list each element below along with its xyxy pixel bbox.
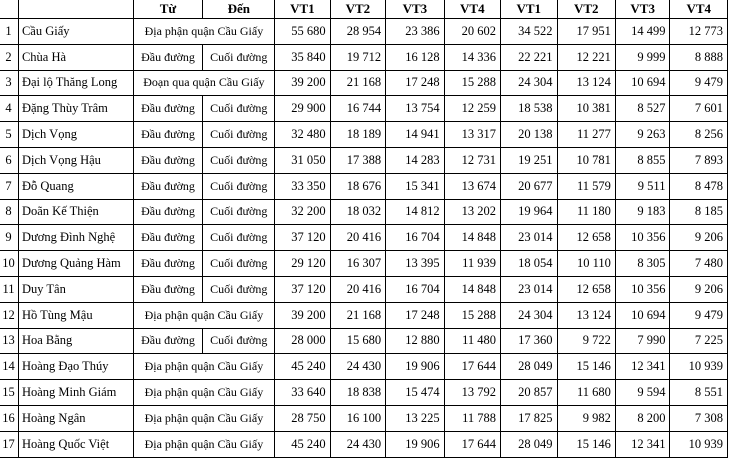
price-g2-vt3: 12 341 bbox=[615, 431, 670, 457]
price-g2-vt1: 23 014 bbox=[501, 225, 557, 251]
price-g2-vt4: 8 185 bbox=[670, 199, 728, 225]
from-point: Đầu đường bbox=[133, 44, 203, 70]
price-g2-vt4: 7 225 bbox=[670, 328, 728, 354]
price-g1-vt3: 19 906 bbox=[386, 431, 444, 457]
price-g2-vt4: 12 773 bbox=[670, 19, 728, 45]
row-number: 2 bbox=[0, 44, 18, 70]
table-row bbox=[0, 19, 728, 45]
price-g1-vt4: 12 259 bbox=[444, 96, 500, 122]
street-name: Dương Đình Nghệ bbox=[18, 225, 133, 251]
header-g2-vt3: VT3 bbox=[615, 0, 670, 19]
street-name: Doãn Kế Thiện bbox=[18, 199, 133, 225]
price-g2-vt1: 28 049 bbox=[501, 354, 557, 380]
price-g1-vt2: 18 189 bbox=[330, 122, 386, 148]
price-g1-vt2: 16 744 bbox=[330, 96, 386, 122]
street-name: Đặng Thùy Trâm bbox=[18, 96, 133, 122]
row-number: 5 bbox=[0, 122, 18, 148]
price-g1-vt2: 21 168 bbox=[330, 70, 386, 96]
price-g2-vt2: 11 680 bbox=[557, 380, 615, 406]
header-g1-vt1: VT1 bbox=[275, 0, 331, 19]
street-name: Đỗ Quang bbox=[18, 173, 133, 199]
price-g2-vt2: 11 579 bbox=[557, 173, 615, 199]
price-g2-vt4: 8 256 bbox=[670, 122, 728, 148]
price-g2-vt2: 11 180 bbox=[557, 199, 615, 225]
header-g2-vt2: VT2 bbox=[557, 0, 615, 19]
table-row bbox=[0, 122, 728, 148]
price-g2-vt1: 24 304 bbox=[501, 70, 557, 96]
price-g2-vt1: 19 251 bbox=[501, 147, 557, 173]
row-number: 13 bbox=[0, 328, 18, 354]
price-g2-vt2: 12 221 bbox=[557, 44, 615, 70]
header-g2-vt1: VT1 bbox=[501, 0, 557, 19]
from-point: Đầu đường bbox=[133, 276, 203, 302]
price-g2-vt1: 19 964 bbox=[501, 199, 557, 225]
header-stt bbox=[0, 0, 18, 19]
price-g2-vt4: 10 939 bbox=[670, 431, 728, 457]
price-g2-vt1: 22 221 bbox=[501, 44, 557, 70]
price-g2-vt1: 23 014 bbox=[501, 276, 557, 302]
table-row bbox=[0, 302, 728, 328]
price-g1-vt2: 24 430 bbox=[330, 431, 386, 457]
price-g2-vt3: 10 694 bbox=[615, 302, 670, 328]
price-g1-vt3: 13 225 bbox=[386, 405, 444, 431]
street-name: Hoàng Đạo Thúy bbox=[18, 354, 133, 380]
price-g1-vt4: 14 336 bbox=[444, 44, 500, 70]
price-g1-vt2: 20 416 bbox=[330, 276, 386, 302]
price-g2-vt3: 8 855 bbox=[615, 147, 670, 173]
header-street bbox=[18, 0, 133, 19]
price-g2-vt1: 20 138 bbox=[501, 122, 557, 148]
price-g2-vt3: 8 527 bbox=[615, 96, 670, 122]
price-g2-vt3: 9 511 bbox=[615, 173, 670, 199]
price-g2-vt2: 13 124 bbox=[557, 70, 615, 96]
price-g1-vt2: 20 416 bbox=[330, 225, 386, 251]
price-g1-vt3: 19 906 bbox=[386, 354, 444, 380]
price-g2-vt1: 20 677 bbox=[501, 173, 557, 199]
price-g1-vt3: 14 283 bbox=[386, 147, 444, 173]
price-g1-vt1: 37 120 bbox=[275, 276, 331, 302]
price-g1-vt4: 11 788 bbox=[444, 405, 500, 431]
price-g1-vt2: 18 032 bbox=[330, 199, 386, 225]
table-row bbox=[0, 380, 728, 406]
price-g1-vt2: 17 388 bbox=[330, 147, 386, 173]
price-g2-vt3: 10 694 bbox=[615, 70, 670, 96]
from-point: Đầu đường bbox=[133, 122, 203, 148]
street-name: Đại lộ Thăng Long bbox=[18, 70, 133, 96]
from-point: Đầu đường bbox=[133, 147, 203, 173]
to-point: Cuối đường bbox=[203, 173, 275, 199]
price-g2-vt2: 12 658 bbox=[557, 225, 615, 251]
price-g2-vt3: 7 990 bbox=[615, 328, 670, 354]
price-g1-vt2: 19 712 bbox=[330, 44, 386, 70]
price-g2-vt1: 17 360 bbox=[501, 328, 557, 354]
price-g1-vt3: 13 395 bbox=[386, 251, 444, 277]
row-number: 14 bbox=[0, 354, 18, 380]
section-range: Địa phận quận Cầu Giấy bbox=[133, 354, 275, 380]
from-point: Đầu đường bbox=[133, 251, 203, 277]
section-range: Địa phận quận Cầu Giấy bbox=[133, 19, 275, 45]
table-row bbox=[0, 225, 728, 251]
price-g1-vt1: 45 240 bbox=[275, 431, 331, 457]
price-g1-vt1: 37 120 bbox=[275, 225, 331, 251]
row-number: 1 bbox=[0, 19, 18, 45]
street-name: Hoàng Minh Giám bbox=[18, 380, 133, 406]
price-g2-vt4: 7 308 bbox=[670, 405, 728, 431]
price-g2-vt3: 9 999 bbox=[615, 44, 670, 70]
row-number: 7 bbox=[0, 173, 18, 199]
section-range: Địa phận quận Cầu Giấy bbox=[133, 405, 275, 431]
section-range: Địa phận quận Cầu Giấy bbox=[133, 431, 275, 457]
table-row bbox=[0, 199, 728, 225]
price-g1-vt3: 15 341 bbox=[386, 173, 444, 199]
street-name: Hồ Tùng Mậu bbox=[18, 302, 133, 328]
price-g1-vt3: 12 880 bbox=[386, 328, 444, 354]
row-number: 4 bbox=[0, 96, 18, 122]
price-g2-vt4: 8 478 bbox=[670, 173, 728, 199]
price-g1-vt3: 16 704 bbox=[386, 276, 444, 302]
price-g2-vt2: 17 951 bbox=[557, 19, 615, 45]
price-g1-vt1: 28 000 bbox=[275, 328, 331, 354]
header-to: Đến bbox=[203, 0, 275, 19]
header-from: Từ bbox=[133, 0, 203, 19]
to-point: Cuối đường bbox=[203, 276, 275, 302]
price-g2-vt1: 18 054 bbox=[501, 251, 557, 277]
to-point: Cuối đường bbox=[203, 44, 275, 70]
table-row bbox=[0, 405, 728, 431]
price-g1-vt1: 45 240 bbox=[275, 354, 331, 380]
price-g2-vt1: 34 522 bbox=[501, 19, 557, 45]
price-g2-vt1: 18 538 bbox=[501, 96, 557, 122]
price-g1-vt3: 13 754 bbox=[386, 96, 444, 122]
table-row bbox=[0, 70, 728, 96]
row-number: 3 bbox=[0, 70, 18, 96]
price-g1-vt2: 28 954 bbox=[330, 19, 386, 45]
price-g2-vt4: 7 893 bbox=[670, 147, 728, 173]
row-number: 15 bbox=[0, 380, 18, 406]
price-g1-vt1: 32 200 bbox=[275, 199, 331, 225]
to-point: Cuối đường bbox=[203, 251, 275, 277]
from-point: Đầu đường bbox=[133, 199, 203, 225]
price-g1-vt1: 29 900 bbox=[275, 96, 331, 122]
price-g1-vt4: 14 848 bbox=[444, 276, 500, 302]
price-g1-vt4: 11 939 bbox=[444, 251, 500, 277]
price-g2-vt2: 11 277 bbox=[557, 122, 615, 148]
price-g1-vt1: 55 680 bbox=[275, 19, 331, 45]
price-g2-vt3: 9 183 bbox=[615, 199, 670, 225]
price-g1-vt2: 16 307 bbox=[330, 251, 386, 277]
price-g1-vt4: 17 644 bbox=[444, 431, 500, 457]
price-g1-vt4: 13 202 bbox=[444, 199, 500, 225]
price-g1-vt1: 33 350 bbox=[275, 173, 331, 199]
to-point: Cuối đường bbox=[203, 199, 275, 225]
price-g1-vt3: 16 704 bbox=[386, 225, 444, 251]
price-g1-vt4: 12 731 bbox=[444, 147, 500, 173]
street-name: Dịch Vọng Hậu bbox=[18, 147, 133, 173]
price-g2-vt2: 15 146 bbox=[557, 354, 615, 380]
price-g2-vt4: 10 939 bbox=[670, 354, 728, 380]
price-g1-vt3: 17 248 bbox=[386, 302, 444, 328]
street-name: Duy Tân bbox=[18, 276, 133, 302]
price-g1-vt2: 24 430 bbox=[330, 354, 386, 380]
street-name: Hoàng Quốc Việt bbox=[18, 431, 133, 457]
price-g2-vt2: 10 110 bbox=[557, 251, 615, 277]
price-g1-vt1: 35 840 bbox=[275, 44, 331, 70]
street-name: Hoa Bằng bbox=[18, 328, 133, 354]
price-g2-vt1: 24 304 bbox=[501, 302, 557, 328]
to-point: Cuối đường bbox=[203, 96, 275, 122]
price-g1-vt1: 29 120 bbox=[275, 251, 331, 277]
price-g2-vt4: 7 601 bbox=[670, 96, 728, 122]
price-g2-vt3: 8 305 bbox=[615, 251, 670, 277]
street-name: Cầu Giấy bbox=[18, 19, 133, 45]
price-g1-vt3: 14 941 bbox=[386, 122, 444, 148]
price-g2-vt4: 9 206 bbox=[670, 225, 728, 251]
row-number: 11 bbox=[0, 276, 18, 302]
header-g1-vt2: VT2 bbox=[330, 0, 386, 19]
price-g1-vt3: 23 386 bbox=[386, 19, 444, 45]
price-g2-vt4: 9 479 bbox=[670, 70, 728, 96]
row-number: 16 bbox=[0, 405, 18, 431]
street-name: Dương Quảng Hàm bbox=[18, 251, 133, 277]
price-g1-vt4: 17 644 bbox=[444, 354, 500, 380]
price-g2-vt2: 10 381 bbox=[557, 96, 615, 122]
to-point: Cuối đường bbox=[203, 225, 275, 251]
price-g2-vt3: 9 594 bbox=[615, 380, 670, 406]
price-g2-vt2: 9 722 bbox=[557, 328, 615, 354]
price-g1-vt4: 14 848 bbox=[444, 225, 500, 251]
price-g1-vt4: 13 792 bbox=[444, 380, 500, 406]
price-g2-vt3: 14 499 bbox=[615, 19, 670, 45]
to-point: Cuối đường bbox=[203, 147, 275, 173]
table-row bbox=[0, 431, 728, 457]
price-g1-vt4: 15 288 bbox=[444, 70, 500, 96]
table-row bbox=[0, 96, 728, 122]
price-g1-vt3: 16 128 bbox=[386, 44, 444, 70]
price-g1-vt3: 17 248 bbox=[386, 70, 444, 96]
price-g2-vt4: 9 206 bbox=[670, 276, 728, 302]
price-g2-vt3: 8 200 bbox=[615, 405, 670, 431]
table-row bbox=[0, 276, 728, 302]
price-g1-vt2: 15 680 bbox=[330, 328, 386, 354]
price-g2-vt4: 7 480 bbox=[670, 251, 728, 277]
price-g1-vt4: 13 674 bbox=[444, 173, 500, 199]
price-g2-vt3: 10 356 bbox=[615, 276, 670, 302]
from-point: Đầu đường bbox=[133, 96, 203, 122]
price-g2-vt1: 20 857 bbox=[501, 380, 557, 406]
street-name: Hoàng Ngân bbox=[18, 405, 133, 431]
price-g2-vt2: 13 124 bbox=[557, 302, 615, 328]
from-point: Đầu đường bbox=[133, 225, 203, 251]
price-g1-vt2: 18 676 bbox=[330, 173, 386, 199]
price-g2-vt1: 17 825 bbox=[501, 405, 557, 431]
price-g2-vt3: 9 263 bbox=[615, 122, 670, 148]
header-g1-vt4: VT4 bbox=[444, 0, 500, 19]
price-g2-vt2: 10 781 bbox=[557, 147, 615, 173]
row-number: 6 bbox=[0, 147, 18, 173]
table-row bbox=[0, 147, 728, 173]
price-g2-vt3: 10 356 bbox=[615, 225, 670, 251]
price-g1-vt1: 39 200 bbox=[275, 70, 331, 96]
table-row bbox=[0, 354, 728, 380]
header-g1-vt3: VT3 bbox=[386, 0, 444, 19]
price-g2-vt2: 12 658 bbox=[557, 276, 615, 302]
section-range: Đoạn qua quận Cầu Giấy bbox=[133, 70, 275, 96]
price-g2-vt3: 12 341 bbox=[615, 354, 670, 380]
row-number: 10 bbox=[0, 251, 18, 277]
price-g1-vt1: 32 480 bbox=[275, 122, 331, 148]
header-g2-vt4: VT4 bbox=[670, 0, 728, 19]
to-point: Cuối đường bbox=[203, 328, 275, 354]
price-g1-vt2: 18 838 bbox=[330, 380, 386, 406]
price-g2-vt2: 9 982 bbox=[557, 405, 615, 431]
price-g2-vt4: 9 479 bbox=[670, 302, 728, 328]
table-row bbox=[0, 251, 728, 277]
price-g1-vt1: 28 750 bbox=[275, 405, 331, 431]
row-number: 8 bbox=[0, 199, 18, 225]
price-g1-vt4: 13 317 bbox=[444, 122, 500, 148]
price-g1-vt1: 31 050 bbox=[275, 147, 331, 173]
section-range: Địa phận quận Cầu Giấy bbox=[133, 302, 275, 328]
price-g1-vt4: 20 602 bbox=[444, 19, 500, 45]
price-g1-vt2: 16 100 bbox=[330, 405, 386, 431]
from-point: Đầu đường bbox=[133, 328, 203, 354]
price-g2-vt1: 28 049 bbox=[501, 431, 557, 457]
street-name: Chùa Hà bbox=[18, 44, 133, 70]
row-number: 12 bbox=[0, 302, 18, 328]
price-g1-vt2: 21 168 bbox=[330, 302, 386, 328]
table-row bbox=[0, 44, 728, 70]
from-point: Đầu đường bbox=[133, 173, 203, 199]
table-row bbox=[0, 173, 728, 199]
section-range: Địa phận quận Cầu Giấy bbox=[133, 380, 275, 406]
street-name: Dịch Vọng bbox=[18, 122, 133, 148]
row-number: 9 bbox=[0, 225, 18, 251]
table-body bbox=[0, 19, 728, 458]
price-g1-vt1: 33 640 bbox=[275, 380, 331, 406]
price-g2-vt4: 8 551 bbox=[670, 380, 728, 406]
price-g1-vt3: 14 812 bbox=[386, 199, 444, 225]
price-g1-vt4: 15 288 bbox=[444, 302, 500, 328]
to-point: Cuối đường bbox=[203, 122, 275, 148]
row-number: 17 bbox=[0, 431, 18, 457]
table-row bbox=[0, 328, 728, 354]
price-g1-vt4: 11 480 bbox=[444, 328, 500, 354]
price-g1-vt3: 15 474 bbox=[386, 380, 444, 406]
price-g2-vt4: 8 888 bbox=[670, 44, 728, 70]
header-row bbox=[0, 0, 728, 19]
price-g1-vt1: 39 200 bbox=[275, 302, 331, 328]
price-g2-vt2: 15 146 bbox=[557, 431, 615, 457]
